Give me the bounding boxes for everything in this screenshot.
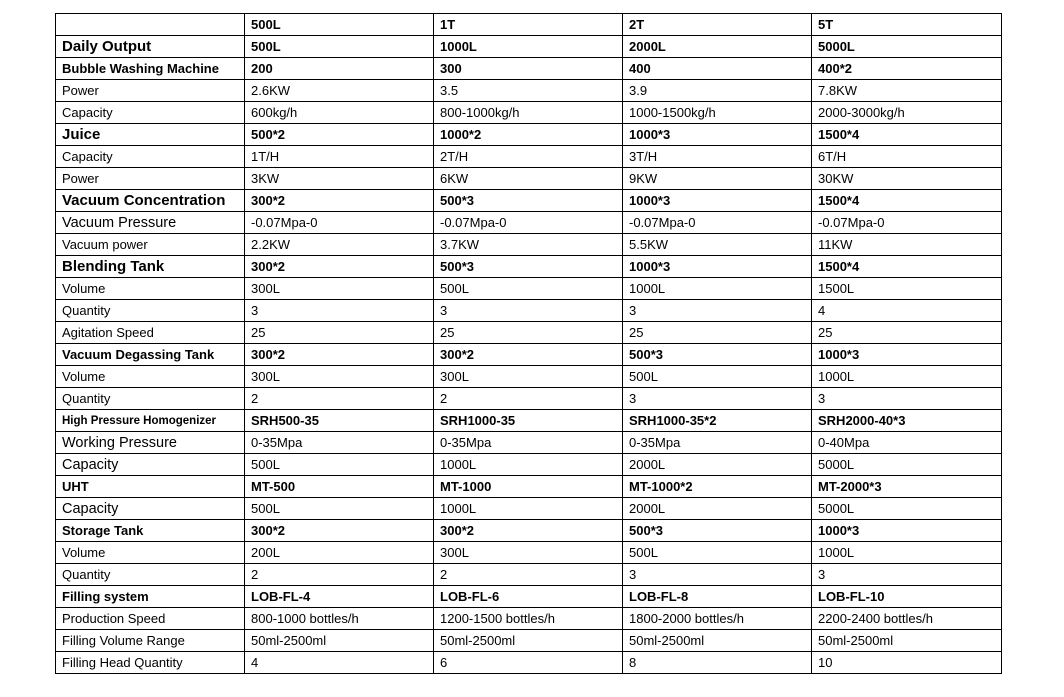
table-row — [56, 388, 1002, 410]
value-cell-500l: 25 — [245, 322, 434, 344]
value-cell-2t: 400 — [623, 58, 812, 80]
row-label-cell: Working Pressure — [56, 432, 245, 454]
row-label-cell: Quantity — [56, 388, 245, 410]
row-label-cell: Volume — [56, 542, 245, 564]
value-cell-5t: 400*2 — [812, 58, 1002, 80]
value-cell-2t: 1800-2000 bottles/h — [623, 608, 812, 630]
table-row — [56, 432, 1002, 454]
table-row — [56, 124, 1002, 146]
value-cell-500l: 2.6KW — [245, 80, 434, 102]
value-cell-500l: 2 — [245, 564, 434, 586]
specification-table-body — [56, 14, 1002, 674]
row-label-cell: Agitation Speed — [56, 322, 245, 344]
value-cell-2t: 500L — [623, 366, 812, 388]
value-cell-500l: SRH500-35 — [245, 410, 434, 432]
row-label-cell: Filling Head Quantity — [56, 652, 245, 674]
table-row — [56, 344, 1002, 366]
header-row — [56, 14, 1002, 36]
value-cell-2t: SRH1000-35*2 — [623, 410, 812, 432]
table-row — [56, 146, 1002, 168]
value-cell-1t: 300*2 — [434, 520, 623, 542]
value-cell-2t: 1000*3 — [623, 190, 812, 212]
row-label-cell: Vacuum Concentration — [56, 190, 245, 212]
table-row — [56, 190, 1002, 212]
value-cell-2t: 500*3 — [623, 344, 812, 366]
value-cell-500l: -0.07Mpa-0 — [245, 212, 434, 234]
value-cell-1t: 1000*2 — [434, 124, 623, 146]
row-label-cell: Power — [56, 80, 245, 102]
value-cell-5t: 4 — [812, 300, 1002, 322]
value-cell-500l: 3KW — [245, 168, 434, 190]
value-cell-1t: 1000L — [434, 498, 623, 520]
table-row — [56, 212, 1002, 234]
value-cell-5t: 25 — [812, 322, 1002, 344]
table-row — [56, 36, 1002, 58]
value-cell-500l: 800-1000 bottles/h — [245, 608, 434, 630]
value-cell-500l: 300*2 — [245, 520, 434, 542]
value-cell-2t: 1000-1500kg/h — [623, 102, 812, 124]
value-cell-5t: -0.07Mpa-0 — [812, 212, 1002, 234]
header-cell-2t: 2T — [623, 14, 812, 36]
value-cell-5t: 1500L — [812, 278, 1002, 300]
value-cell-2t: 50ml-2500ml — [623, 630, 812, 652]
value-cell-5t: 7.8KW — [812, 80, 1002, 102]
value-cell-1t: 50ml-2500ml — [434, 630, 623, 652]
table-row — [56, 80, 1002, 102]
value-cell-2t: 1000L — [623, 278, 812, 300]
value-cell-1t: 1000L — [434, 36, 623, 58]
table-row — [56, 586, 1002, 608]
value-cell-5t: 1000L — [812, 542, 1002, 564]
value-cell-2t: 3T/H — [623, 146, 812, 168]
value-cell-500l: 50ml-2500ml — [245, 630, 434, 652]
table-row — [56, 608, 1002, 630]
value-cell-500l: 200 — [245, 58, 434, 80]
table-row — [56, 498, 1002, 520]
value-cell-2t: 8 — [623, 652, 812, 674]
value-cell-1t: 1200-1500 bottles/h — [434, 608, 623, 630]
value-cell-2t: 2000L — [623, 36, 812, 58]
value-cell-2t: 2000L — [623, 454, 812, 476]
header-cell-5t: 5T — [812, 14, 1002, 36]
value-cell-2t: 5.5KW — [623, 234, 812, 256]
value-cell-1t: 6KW — [434, 168, 623, 190]
value-cell-2t: 3 — [623, 300, 812, 322]
value-cell-5t: 1500*4 — [812, 190, 1002, 212]
row-label-cell: Storage Tank — [56, 520, 245, 542]
specification-table — [55, 13, 1002, 674]
table-row — [56, 300, 1002, 322]
value-cell-5t: 0-40Mpa — [812, 432, 1002, 454]
row-label-cell: Volume — [56, 278, 245, 300]
table-row — [56, 454, 1002, 476]
value-cell-5t: 5000L — [812, 498, 1002, 520]
value-cell-500l: MT-500 — [245, 476, 434, 498]
value-cell-500l: 300*2 — [245, 190, 434, 212]
table-row — [56, 410, 1002, 432]
table-row — [56, 520, 1002, 542]
value-cell-500l: 2.2KW — [245, 234, 434, 256]
value-cell-2t: 500*3 — [623, 520, 812, 542]
value-cell-5t: 30KW — [812, 168, 1002, 190]
value-cell-1t: -0.07Mpa-0 — [434, 212, 623, 234]
row-label-cell: Blending Tank — [56, 256, 245, 278]
row-label-cell: Vacuum Pressure — [56, 212, 245, 234]
value-cell-2t: 9KW — [623, 168, 812, 190]
value-cell-5t: 1500*4 — [812, 256, 1002, 278]
value-cell-500l: 600kg/h — [245, 102, 434, 124]
value-cell-500l: 2 — [245, 388, 434, 410]
value-cell-2t: 1000*3 — [623, 124, 812, 146]
row-label-cell: Power — [56, 168, 245, 190]
row-label-cell: UHT — [56, 476, 245, 498]
table-row — [56, 366, 1002, 388]
value-cell-500l: 200L — [245, 542, 434, 564]
value-cell-2t: 3 — [623, 388, 812, 410]
value-cell-500l: 300*2 — [245, 256, 434, 278]
value-cell-5t: 11KW — [812, 234, 1002, 256]
value-cell-500l: 4 — [245, 652, 434, 674]
value-cell-1t: 3 — [434, 300, 623, 322]
value-cell-2t: 3 — [623, 564, 812, 586]
value-cell-5t: 1500*4 — [812, 124, 1002, 146]
value-cell-1t: 300 — [434, 58, 623, 80]
value-cell-500l: 0-35Mpa — [245, 432, 434, 454]
value-cell-1t: 800-1000kg/h — [434, 102, 623, 124]
table-row — [56, 102, 1002, 124]
value-cell-2t: -0.07Mpa-0 — [623, 212, 812, 234]
row-label-cell: Production Speed — [56, 608, 245, 630]
table-row — [56, 564, 1002, 586]
table-row — [56, 234, 1002, 256]
row-label-cell: Daily Output — [56, 36, 245, 58]
value-cell-5t: 1000*3 — [812, 520, 1002, 542]
value-cell-2t: 3.9 — [623, 80, 812, 102]
value-cell-2t: 2000L — [623, 498, 812, 520]
value-cell-500l: 300*2 — [245, 344, 434, 366]
table-row — [56, 652, 1002, 674]
value-cell-1t: 3.7KW — [434, 234, 623, 256]
header-cell-500l: 500L — [245, 14, 434, 36]
value-cell-5t: 5000L — [812, 36, 1002, 58]
row-label-cell: Bubble Washing Machine — [56, 58, 245, 80]
value-cell-1t: 500*3 — [434, 190, 623, 212]
value-cell-500l: 500L — [245, 498, 434, 520]
value-cell-5t: 6T/H — [812, 146, 1002, 168]
value-cell-500l: LOB-FL-4 — [245, 586, 434, 608]
row-label-cell: Quantity — [56, 564, 245, 586]
value-cell-1t: 6 — [434, 652, 623, 674]
value-cell-5t: 3 — [812, 388, 1002, 410]
value-cell-5t: 50ml-2500ml — [812, 630, 1002, 652]
value-cell-500l: 500*2 — [245, 124, 434, 146]
table-row — [56, 476, 1002, 498]
value-cell-1t: 300L — [434, 366, 623, 388]
value-cell-1t: SRH1000-35 — [434, 410, 623, 432]
table-row — [56, 630, 1002, 652]
table-row — [56, 168, 1002, 190]
value-cell-5t: 2000-3000kg/h — [812, 102, 1002, 124]
row-label-cell: Capacity — [56, 146, 245, 168]
value-cell-1t: LOB-FL-6 — [434, 586, 623, 608]
value-cell-1t: 25 — [434, 322, 623, 344]
value-cell-5t: SRH2000-40*3 — [812, 410, 1002, 432]
value-cell-1t: 1000L — [434, 454, 623, 476]
row-label-cell: Vacuum Degassing Tank — [56, 344, 245, 366]
row-label-cell: Filling Volume Range — [56, 630, 245, 652]
value-cell-5t: 1000*3 — [812, 344, 1002, 366]
value-cell-1t: 300L — [434, 542, 623, 564]
value-cell-5t: 1000L — [812, 366, 1002, 388]
row-label-cell: Capacity — [56, 454, 245, 476]
value-cell-1t: 500*3 — [434, 256, 623, 278]
value-cell-2t: 0-35Mpa — [623, 432, 812, 454]
table-row — [56, 542, 1002, 564]
value-cell-2t: MT-1000*2 — [623, 476, 812, 498]
value-cell-5t: 5000L — [812, 454, 1002, 476]
row-label-cell: Filling system — [56, 586, 245, 608]
row-label-cell: Vacuum power — [56, 234, 245, 256]
value-cell-2t: 500L — [623, 542, 812, 564]
row-label-cell: Volume — [56, 366, 245, 388]
value-cell-5t: 2200-2400 bottles/h — [812, 608, 1002, 630]
value-cell-5t: MT-2000*3 — [812, 476, 1002, 498]
table-row — [56, 278, 1002, 300]
value-cell-500l: 300L — [245, 278, 434, 300]
header-cell-1t: 1T — [434, 14, 623, 36]
value-cell-5t: 3 — [812, 564, 1002, 586]
value-cell-500l: 3 — [245, 300, 434, 322]
row-label-cell: Capacity — [56, 498, 245, 520]
row-label-cell: Juice — [56, 124, 245, 146]
value-cell-500l: 500L — [245, 454, 434, 476]
value-cell-500l: 1T/H — [245, 146, 434, 168]
value-cell-1t: MT-1000 — [434, 476, 623, 498]
value-cell-1t: 300*2 — [434, 344, 623, 366]
value-cell-500l: 500L — [245, 36, 434, 58]
row-label-cell: High Pressure Homogenizer — [56, 410, 245, 432]
table-row — [56, 322, 1002, 344]
row-label-cell: Capacity — [56, 102, 245, 124]
value-cell-2t: 25 — [623, 322, 812, 344]
value-cell-1t: 0-35Mpa — [434, 432, 623, 454]
value-cell-1t: 2 — [434, 388, 623, 410]
value-cell-1t: 500L — [434, 278, 623, 300]
value-cell-1t: 2T/H — [434, 146, 623, 168]
value-cell-1t: 2 — [434, 564, 623, 586]
value-cell-2t: 1000*3 — [623, 256, 812, 278]
header-cell-label — [56, 14, 245, 36]
value-cell-500l: 300L — [245, 366, 434, 388]
value-cell-2t: LOB-FL-8 — [623, 586, 812, 608]
row-label-cell: Quantity — [56, 300, 245, 322]
value-cell-1t: 3.5 — [434, 80, 623, 102]
value-cell-5t: LOB-FL-10 — [812, 586, 1002, 608]
table-row — [56, 58, 1002, 80]
table-row — [56, 256, 1002, 278]
value-cell-5t: 10 — [812, 652, 1002, 674]
